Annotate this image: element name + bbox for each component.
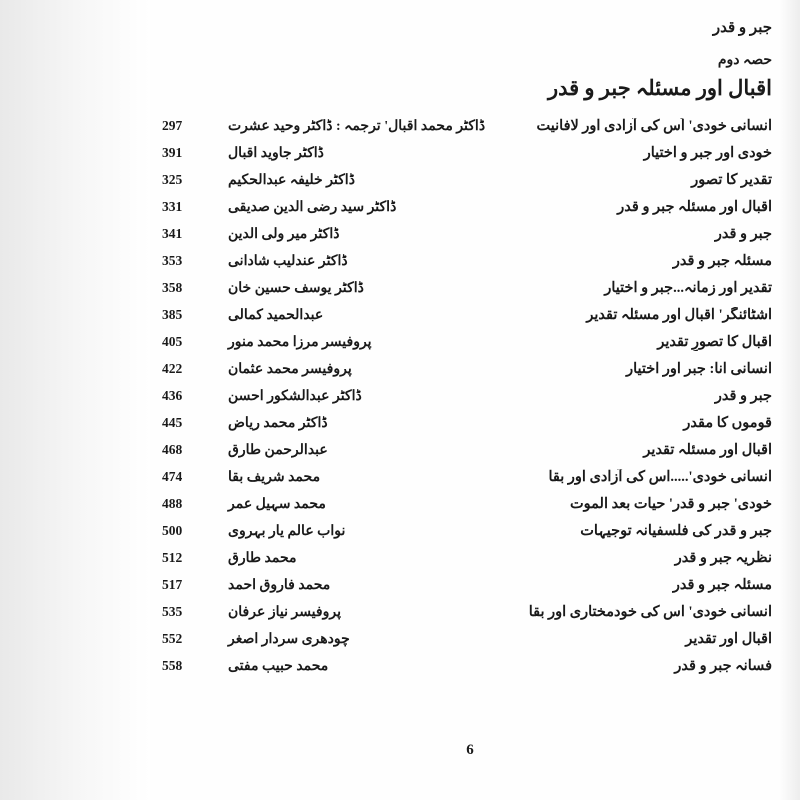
table-row [150,361,790,388]
entry-title: اقبال اور مسئلہ تقدیر [643,442,772,458]
entry-author: عبدالرحمن طارق [228,443,328,458]
entry-page: 535 [162,604,183,619]
entry-author: چودھری سردار اصغر [228,632,350,647]
page-number-value: 6 [466,742,474,758]
entry-title: انسانی خودی'.....اس کی آزادی اور بقا [548,469,772,485]
entry-author: ڈاکٹر عندلیب شادانی [228,254,348,269]
page-content [150,0,790,800]
section-label: حصہ دوم [717,53,772,68]
entry-title: تقدیر کا تصور [691,172,772,188]
table-row [150,415,790,442]
entry-author: محمد سہیل عمر [228,497,326,512]
entry-page: 445 [162,415,183,430]
entry-page: 488 [162,496,183,511]
table-row [150,172,790,199]
entry-page: 405 [162,334,183,349]
entry-title: انسانی خودی' اس کی خودمختاری اور بقا [528,604,772,620]
running-head: جبر و قدر [712,20,772,36]
entry-page: 517 [162,577,183,592]
table-row [150,631,790,658]
entry-author: ڈاکٹر سید رضی الدین صدیقی [228,200,397,215]
entry-page: 391 [162,145,183,160]
entry-page: 385 [162,307,183,322]
entry-author: پروفیسر نیاز عرفان [228,605,341,620]
entry-title: خودی اور جبر و اختیار [643,145,772,161]
table-row [150,118,790,145]
entry-title: اقبال اور مسئلہ جبر و قدر [617,199,772,215]
entry-page: 558 [162,658,183,673]
entry-author: ڈاکٹر محمد اقبال' ترجمہ : ڈاکٹر وحید عشرت [228,119,486,134]
entry-title: خودی' جبر و قدر' حیات بعد الموت [570,496,772,512]
entry-title: فسانہ جبر و قدر [674,658,772,674]
page-number [150,742,790,759]
entry-title: مسئلہ جبر و قدر [672,253,772,269]
entry-author: محمد حبیب مفتی [228,659,329,674]
entry-author: محمد شریف بقا [228,470,321,485]
table-of-contents [150,118,790,685]
entry-page: 341 [162,226,183,241]
entry-author: عبدالحمید کمالی [228,308,324,323]
entry-title: تقدیر اور زمانہ...جبر و اختیار [604,280,772,296]
entry-title: جبر و قدر [714,388,772,404]
table-row [150,145,790,172]
table-row [150,253,790,280]
entry-author: نواب عالم یار بہروی [228,524,346,539]
entry-author: پروفیسر مرزا محمد منور [228,335,372,350]
entry-page: 358 [162,280,183,295]
table-row [150,442,790,469]
entry-title: جبر و قدر [714,226,772,242]
table-row [150,307,790,334]
entry-author: ڈاکٹر خلیفہ عبدالحکیم [228,173,355,188]
entry-title: اقبال اور تقدیر [685,631,772,647]
entry-page: 512 [162,550,183,565]
table-row [150,334,790,361]
table-row [150,469,790,496]
entry-author: ڈاکٹر محمد ریاض [228,416,328,431]
entry-title: اقبال کا تصورِ تقدیر [657,334,772,350]
table-row [150,550,790,577]
entry-page: 422 [162,361,183,376]
table-row [150,199,790,226]
table-row [150,658,790,685]
entry-author: ڈاکٹر یوسف حسین خان [228,281,364,296]
entry-author: پروفیسر محمد عثمان [228,362,352,377]
entry-title: جبر و قدر کی فلسفیانہ توجیہات [580,523,772,539]
entry-title: نظریہ جبر و قدر [674,550,772,566]
table-row [150,604,790,631]
entry-author: محمد طارق [228,551,297,566]
entry-title: انسانی انا: جبر اور اختیار [626,361,772,377]
table-row [150,388,790,415]
entry-page: 552 [162,631,183,646]
table-row [150,577,790,604]
table-row [150,226,790,253]
section-title: اقبال اور مسئلہ جبر و قدر [547,76,772,100]
entry-page: 331 [162,199,183,214]
entry-page: 325 [162,172,183,187]
entry-title: اشٹائنگر' اقبال اور مسئلہ تقدیر [586,307,772,323]
entry-author: ڈاکٹر عبدالشکور احسن [228,389,362,404]
entry-title: مسئلہ جبر و قدر [672,577,772,593]
entry-author: محمد فاروق احمد [228,578,331,593]
entry-page: 297 [162,118,183,133]
entry-page: 468 [162,442,183,457]
entry-author: ڈاکٹر میر ولی الدین [228,227,340,242]
entry-page: 500 [162,523,183,538]
entry-title: انسانی خودی' اُس کی آزادی اور لافانیت [536,118,772,134]
table-row [150,280,790,307]
entry-title: قوموں کا مقدر [683,415,772,431]
table-row [150,496,790,523]
entry-author: ڈاکٹر جاوید اقبال [228,146,324,161]
entry-page: 353 [162,253,183,268]
entry-page: 436 [162,388,183,403]
entry-page: 474 [162,469,183,484]
table-row [150,523,790,550]
